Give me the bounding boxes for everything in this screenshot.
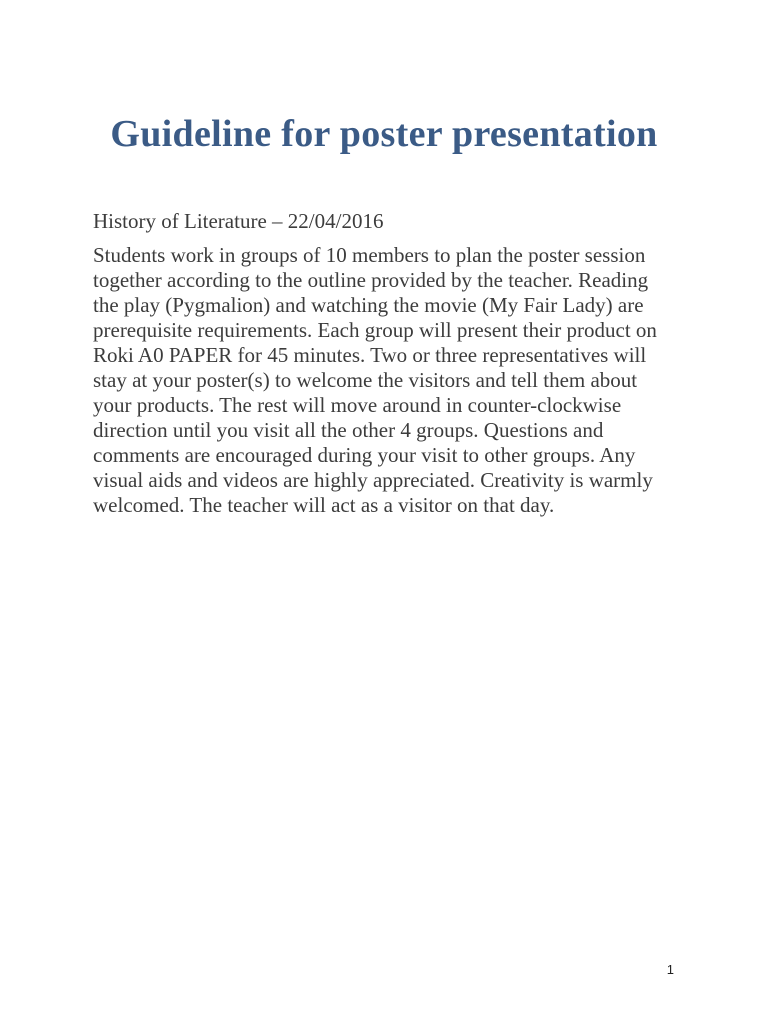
course-date-line: History of Literature – 22/04/2016	[93, 209, 384, 233]
page-title: Guideline for poster presentation	[110, 113, 658, 155]
page-number: 1	[666, 962, 674, 977]
body-paragraph: Students work in groups of 10 members to plan the poster session together according to the outline provided by the teacher. Reading the play (Pygmalion) and watching the movie (My Fair Lady) are prerequisite requirements. Each group will present their product on Roki A0 PAPER for 45 minutes. Two or three representatives will stay at your poster(s) to welcome the visitors and tell them about your products. The rest will move around in counter-clockwise direction until you visit all the other 4 groups. Questions and comments are encouraged during your visit to other groups. Any visual aids and videos are highly appreciated. Creativity is warmly welcomed. The teacher will act as a visitor on that day.	[93, 243, 657, 517]
